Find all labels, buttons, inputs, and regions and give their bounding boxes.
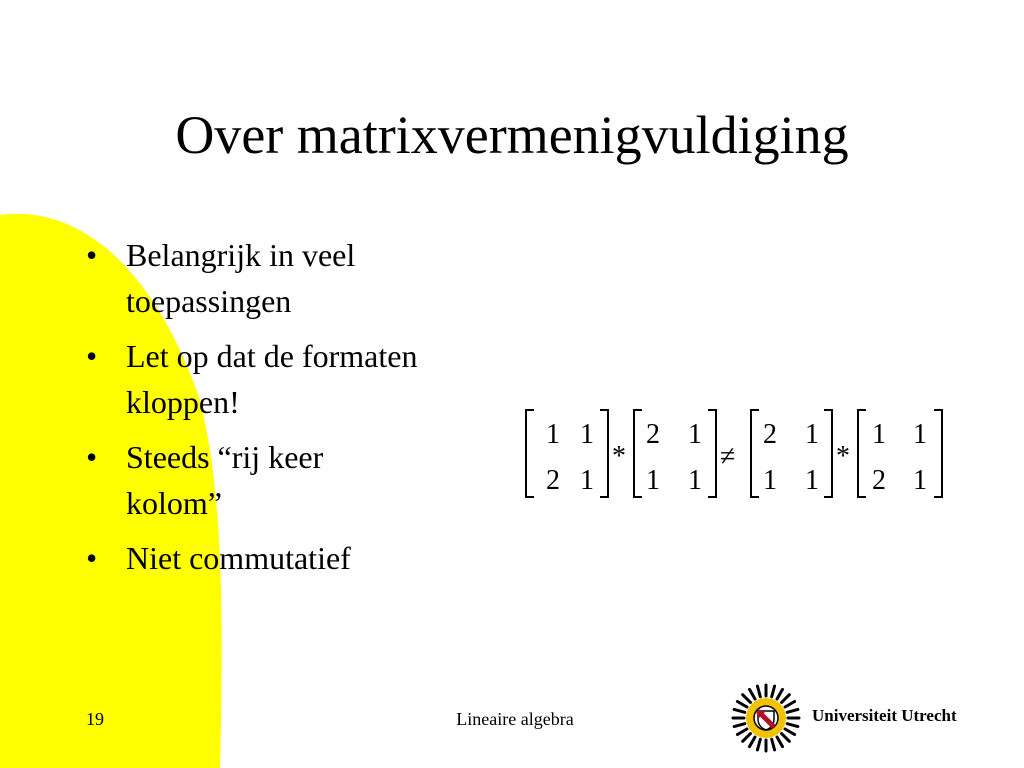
sun-ray	[743, 734, 751, 742]
matrix-bracket-left	[526, 410, 534, 497]
slide-number: 19	[86, 709, 104, 729]
bullet-marker: •	[86, 237, 98, 273]
bullet-marker: •	[86, 540, 98, 576]
bullet-line: Steeds “rij keer	[126, 439, 324, 475]
matrix-cell: 2	[546, 465, 560, 496]
matrix-bracket-right	[600, 410, 608, 497]
slide-title: Over matrixvermenigvuldiging	[175, 105, 849, 165]
logo-text: Universiteit Utrecht	[812, 706, 957, 725]
sun-ray	[734, 724, 745, 727]
matrix-cell: 1	[688, 419, 702, 450]
sun-ray	[785, 702, 795, 708]
sun-ray	[757, 686, 760, 697]
matrix-cell: 1	[913, 465, 927, 496]
bullet-line: kloppen!	[126, 384, 240, 420]
sun-ray	[743, 695, 751, 703]
matrix-cell: 1	[580, 419, 594, 450]
matrix-bracket-left	[858, 410, 866, 497]
sun-ray	[777, 689, 783, 699]
matrix-equation	[516, 405, 946, 505]
matrix-cell: 1	[546, 419, 560, 450]
university-logo	[731, 683, 991, 753]
matrix-cell: 1	[872, 419, 886, 450]
matrix-bracket-left	[751, 410, 759, 497]
bullet-marker: •	[86, 439, 98, 475]
bullet-item	[86, 232, 506, 324]
sun-ray	[782, 695, 790, 703]
bullet-item	[86, 535, 506, 581]
matrix-cell: 2	[646, 419, 660, 450]
matrix-bracket-left	[634, 410, 642, 497]
operator-multiply: *	[836, 441, 850, 472]
matrix-bracket-right	[708, 410, 716, 497]
matrix-bracket-right	[934, 410, 942, 497]
bullet-line: kolom”	[126, 485, 222, 521]
matrix-cell: 1	[646, 465, 660, 496]
sun-ray	[757, 739, 760, 750]
sun-ray	[787, 724, 798, 727]
operator-not-equal: ≠	[720, 441, 736, 472]
sun-ray	[787, 709, 798, 712]
bullet-line: toepassingen	[126, 283, 292, 319]
sun-ray	[772, 686, 775, 697]
sun-ray	[777, 737, 783, 747]
matrix-bracket-right	[824, 410, 832, 497]
matrix-cell: 1	[580, 465, 594, 496]
matrix-cell: 1	[763, 465, 777, 496]
matrix-cell: 1	[688, 465, 702, 496]
operator-multiply: *	[612, 441, 626, 472]
sun-ray	[750, 737, 756, 747]
sun-ray	[750, 689, 756, 699]
sun-seal-icon	[731, 683, 801, 753]
bullet-line: Niet commutatief	[126, 540, 351, 576]
sun-ray	[734, 709, 745, 712]
bullet-line: Let op dat de formaten	[126, 338, 418, 374]
matrix-cell: 1	[805, 419, 819, 450]
bullet-list	[86, 232, 506, 590]
bullet-marker: •	[86, 338, 98, 374]
sun-ray	[737, 702, 747, 708]
footer-title: Lineaire algebra	[456, 709, 574, 729]
matrix-cell: 2	[872, 465, 886, 496]
sun-ray	[785, 729, 795, 735]
bullet-item	[86, 434, 506, 526]
bullet-line: Belangrijk in veel	[126, 237, 356, 273]
matrix-cell: 1	[805, 465, 819, 496]
sun-ray	[737, 729, 747, 735]
matrix-cell: 2	[763, 419, 777, 450]
sun-ray	[772, 739, 775, 750]
matrix-cell: 1	[913, 419, 927, 450]
bullet-item	[86, 333, 506, 425]
sun-ray	[782, 734, 790, 742]
